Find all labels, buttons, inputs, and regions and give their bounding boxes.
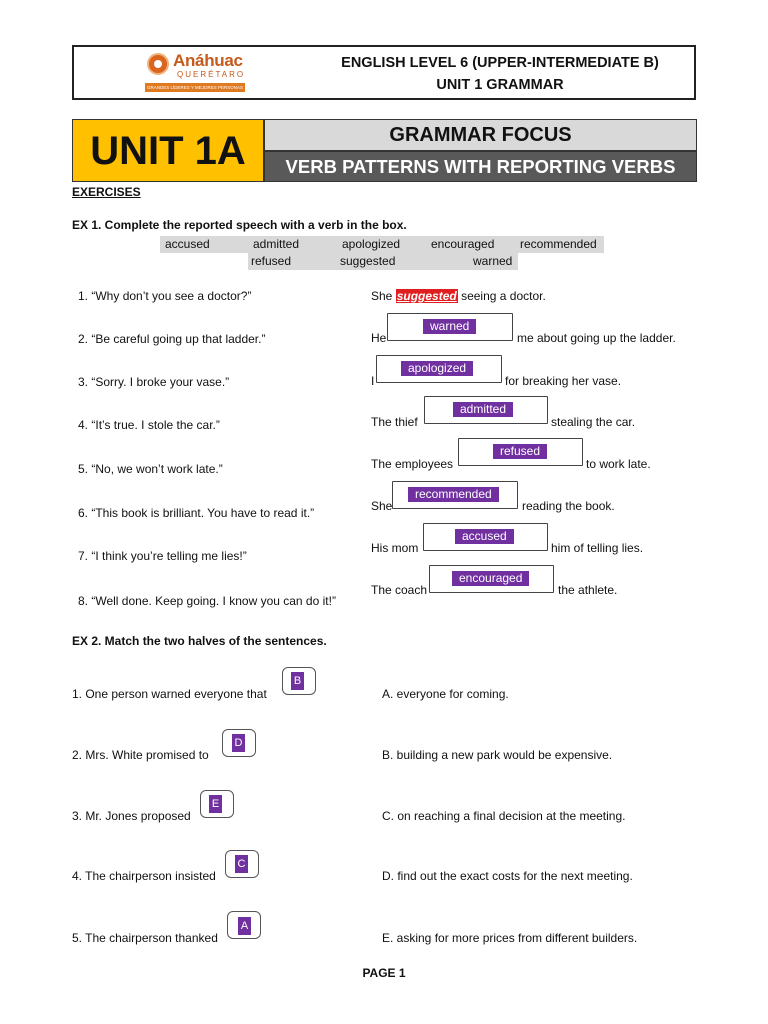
match-right-b: B. building a new park would be expensive. (382, 748, 613, 762)
exercises-heading: EXERCISES (72, 185, 141, 199)
word-box-item: refused (251, 254, 292, 268)
ex1-title: EX 1. Complete the reported speech with a verb in the box. (72, 218, 407, 232)
word-box-row-1 (160, 236, 604, 253)
match-letter: D (232, 734, 245, 752)
sentence-end: seeing a doctor. (461, 289, 546, 303)
match-letter: C (235, 855, 248, 873)
item-quote: “Why don’t you see a doctor?” (91, 289, 252, 303)
answer-tag: encouraged (452, 571, 529, 586)
item-quote: “I think you’re telling me lies!” (91, 549, 247, 563)
sentence-start: She (371, 499, 393, 513)
match-right-c: C. on reaching a final decision at the meeting. (382, 809, 626, 823)
ex1-item-6 (78, 505, 314, 521)
word-box-item: encouraged (431, 237, 495, 251)
ex1-item-3 (78, 374, 229, 390)
word-box-item: warned (473, 254, 513, 268)
logo-emblem-icon (147, 53, 169, 75)
sentence-start: The employees (371, 457, 454, 471)
sentence-start: I (371, 374, 375, 388)
anahuac-logo (145, 50, 245, 94)
match-left-5: 5. The chairperson thanked (72, 931, 218, 945)
sentence-end: to work late. (586, 457, 651, 471)
answer-tag: warned (423, 319, 476, 334)
match-letter: B (291, 672, 304, 690)
ex1-item-2 (78, 331, 265, 347)
ex1-item-5 (78, 461, 223, 477)
answer-tag: refused (493, 444, 547, 459)
sentence-end: stealing the car. (551, 415, 636, 429)
item-quote: “No, we won’t work late.” (91, 462, 223, 476)
match-left-4: 4. The chairperson insisted (72, 869, 216, 883)
sentence-end: me about going up the ladder. (517, 331, 676, 345)
word-box-item: accused (165, 237, 210, 251)
item-number: 2. (78, 332, 89, 346)
logo-name: Anáhuac (173, 51, 243, 70)
unit-label: UNIT 1A (72, 119, 264, 182)
answer-tag: accused (455, 529, 514, 544)
match-left-1: 1. One person warned everyone that (72, 687, 267, 701)
answer-highlight: suggested (396, 289, 457, 303)
sentence-start: The coach (371, 583, 428, 597)
item-number: 5. (78, 462, 89, 476)
answer-tag: apologized (401, 361, 473, 376)
course-title: ENGLISH LEVEL 6 (UPPER-INTERMEDIATE B) (341, 55, 659, 71)
item-number: 7. (78, 549, 89, 563)
word-box-item: suggested (340, 254, 396, 268)
item-number: 1. (78, 289, 89, 303)
item-number: 3. (78, 375, 89, 389)
ex1-item-4 (78, 417, 220, 433)
match-right-e: E. asking for more prices from different builders. (382, 931, 638, 945)
logo-tagline: GRANDES LÍDERES Y MEJORES PERSONAS (146, 85, 244, 90)
sentence-end: reading the book. (522, 499, 615, 513)
item-quote: “Sorry. I broke your vase.” (91, 375, 230, 389)
item-number: 6. (78, 506, 89, 520)
item-quote: “It’s true. I stole the car.” (91, 418, 220, 432)
word-box-item: apologized (342, 237, 401, 251)
page-number: PAGE 1 (362, 966, 406, 980)
topic-label: VERB PATTERNS WITH REPORTING VERBS (264, 151, 697, 182)
ex2-title: EX 2. Match the two halves of the sentences. (72, 634, 327, 648)
sentence-start: He (371, 331, 387, 345)
match-right-d: D. find out the exact costs for the next meeting. (382, 869, 633, 883)
word-box-item: recommended (520, 237, 597, 251)
item-number: 4. (78, 418, 89, 432)
word-box-item: admitted (253, 237, 300, 251)
unit-grammar-title: UNIT 1 GRAMMAR (436, 77, 564, 93)
item-number: 8. (78, 594, 89, 608)
header-title (300, 52, 700, 96)
match-right-a: A. everyone for coming. (382, 687, 509, 701)
ex1-answer-1 (371, 288, 546, 304)
grammar-focus-label: GRAMMAR FOCUS (264, 119, 697, 151)
sentence-end: the athlete. (558, 583, 618, 597)
item-quote: “This book is brilliant. You have to read it.” (91, 506, 315, 520)
sentence-end: him of telling lies. (551, 541, 644, 555)
ex1-item-7 (78, 548, 247, 564)
match-left-2: 2. Mrs. White promised to (72, 748, 209, 762)
item-quote: “Well done. Keep going. I know you can do it!” (91, 594, 336, 608)
match-letter: E (209, 795, 222, 813)
item-quote: “Be careful going up that ladder.” (91, 332, 266, 346)
sentence-start: The thief (371, 415, 418, 429)
sentence-start: His mom (371, 541, 419, 555)
logo-subtitle: QUERÉTARO (177, 70, 246, 79)
match-letter: A (238, 917, 251, 935)
match-left-3: 3. Mr. Jones proposed (72, 809, 191, 823)
answer-tag: admitted (453, 402, 513, 417)
ex1-item-1 (78, 288, 251, 304)
answer-tag: recommended (408, 487, 499, 502)
sentence-end: for breaking her vase. (505, 374, 622, 388)
sentence-start: She (371, 289, 393, 303)
word-box-row-2 (248, 253, 518, 270)
ex1-item-8 (78, 593, 336, 609)
